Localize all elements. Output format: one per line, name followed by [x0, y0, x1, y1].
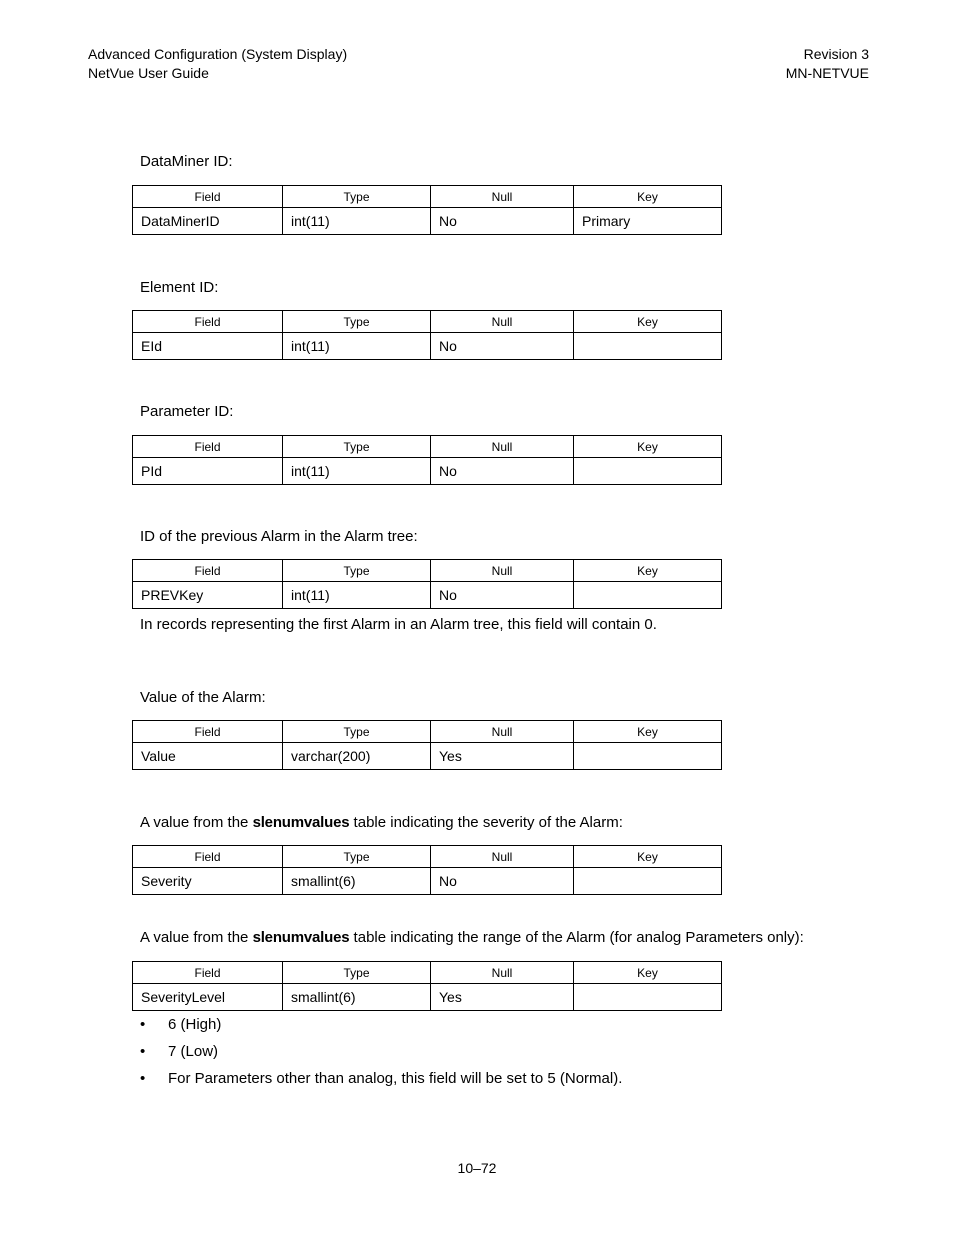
- cell-field: PId: [133, 458, 283, 485]
- cell-key: Primary: [574, 208, 722, 235]
- header-cell-null: Null: [431, 311, 574, 333]
- header-cell-key: Key: [574, 311, 722, 333]
- field-table-value: [132, 720, 722, 770]
- field-table-parameter-id: [132, 435, 722, 485]
- page-number: 10–72: [457, 1160, 497, 1176]
- header-cell-field: Field: [133, 560, 283, 582]
- cell-field: SeverityLevel: [133, 984, 283, 1011]
- severity-level-list: [140, 1016, 622, 1097]
- header-cell-type: Type: [283, 721, 431, 743]
- header-cell-key: Key: [574, 846, 722, 868]
- header-cell-null: Null: [431, 846, 574, 868]
- header-cell-field: Field: [133, 186, 283, 208]
- list-item-text: 6 (High): [168, 1016, 222, 1033]
- header-cell-type: Type: [283, 560, 431, 582]
- section-label-alarm-value: Value of the Alarm:: [140, 689, 266, 706]
- prevkey-note: In records representing the first Alarm in an Alarm tree, this field will contain 0.: [140, 616, 657, 633]
- header-cell-key: Key: [574, 186, 722, 208]
- label-prefix: A value from the: [140, 814, 253, 831]
- cell-type: int(11): [283, 208, 431, 235]
- cell-field: EId: [133, 333, 283, 360]
- section-label-severity: [140, 814, 623, 831]
- cell-key: [574, 743, 722, 770]
- cell-type: smallint(6): [283, 984, 431, 1011]
- table-name-slenumvalues: slenumvalues: [252, 814, 350, 831]
- header-cell-field: Field: [133, 436, 283, 458]
- header-cell-type: Type: [283, 962, 431, 984]
- header-cell-field: Field: [133, 311, 283, 333]
- bullet-icon: •: [140, 1070, 146, 1087]
- header-cell-field: Field: [133, 721, 283, 743]
- header-cell-key: Key: [574, 560, 722, 582]
- header-cell-null: Null: [431, 186, 574, 208]
- header-revision: Revision 3: [803, 46, 869, 62]
- cell-type: int(11): [283, 582, 431, 609]
- field-table-severity: [132, 845, 722, 895]
- table-name-slenumvalues: slenumvalues: [252, 929, 350, 946]
- list-item-text: For Parameters other than analog, this field will be set to 5 (Normal).: [168, 1070, 623, 1087]
- section-label-dataminer-id: DataMiner ID:: [140, 153, 233, 170]
- section-label-severity-level: [140, 929, 804, 946]
- bullet-icon: •: [140, 1043, 146, 1060]
- header-cell-null: Null: [431, 560, 574, 582]
- header-cell-key: Key: [574, 962, 722, 984]
- list-item-text: 7 (Low): [168, 1043, 219, 1060]
- cell-null: No: [431, 333, 574, 360]
- cell-null: No: [431, 208, 574, 235]
- header-cell-field: Field: [133, 846, 283, 868]
- cell-field: Severity: [133, 868, 283, 895]
- list-item: [140, 1043, 622, 1070]
- field-table-severity-level: [132, 961, 722, 1011]
- header-cell-key: Key: [574, 436, 722, 458]
- cell-key: [574, 333, 722, 360]
- bullet-icon: •: [140, 1016, 146, 1033]
- cell-null: No: [431, 868, 574, 895]
- field-table-element-id: [132, 310, 722, 360]
- cell-type: int(11): [283, 458, 431, 485]
- label-suffix: table indicating the severity of the Alarm:: [349, 814, 623, 831]
- list-item: [140, 1016, 622, 1043]
- header-cell-type: Type: [283, 436, 431, 458]
- header-cell-null: Null: [431, 721, 574, 743]
- header-cell-field: Field: [133, 962, 283, 984]
- header-doc-number: MN-NETVUE: [785, 65, 869, 81]
- cell-key: [574, 984, 722, 1011]
- section-label-previous-alarm-id: ID of the previous Alarm in the Alarm tree:: [140, 528, 418, 545]
- cell-field: DataMinerID: [133, 208, 283, 235]
- cell-key: [574, 868, 722, 895]
- cell-type: int(11): [283, 333, 431, 360]
- cell-type: smallint(6): [283, 868, 431, 895]
- section-label-parameter-id: Parameter ID:: [140, 403, 234, 420]
- header-cell-type: Type: [283, 186, 431, 208]
- cell-key: [574, 458, 722, 485]
- section-label-element-id: Element ID:: [140, 279, 219, 296]
- cell-null: No: [431, 582, 574, 609]
- page-header-right: [786, 45, 869, 83]
- cell-key: [574, 582, 722, 609]
- cell-field: Value: [133, 743, 283, 770]
- cell-null: Yes: [431, 743, 574, 770]
- label-suffix: table indicating the range of the Alarm (for analog Parameters only):: [349, 929, 804, 946]
- label-prefix: A value from the: [140, 929, 253, 946]
- list-item: [140, 1070, 622, 1097]
- header-chapter-title: Advanced Configuration (System Display): [88, 46, 348, 62]
- field-table-dataminer-id: [132, 185, 722, 235]
- header-cell-key: Key: [574, 721, 722, 743]
- field-table-prevkey: [132, 559, 722, 609]
- header-cell-type: Type: [283, 311, 431, 333]
- cell-null: Yes: [431, 984, 574, 1011]
- page-header-left: [88, 45, 347, 83]
- header-cell-null: Null: [431, 436, 574, 458]
- header-cell-null: Null: [431, 962, 574, 984]
- header-guide-title: NetVue User Guide: [88, 65, 209, 81]
- cell-null: No: [431, 458, 574, 485]
- cell-type: varchar(200): [283, 743, 431, 770]
- cell-field: PREVKey: [133, 582, 283, 609]
- header-cell-type: Type: [283, 846, 431, 868]
